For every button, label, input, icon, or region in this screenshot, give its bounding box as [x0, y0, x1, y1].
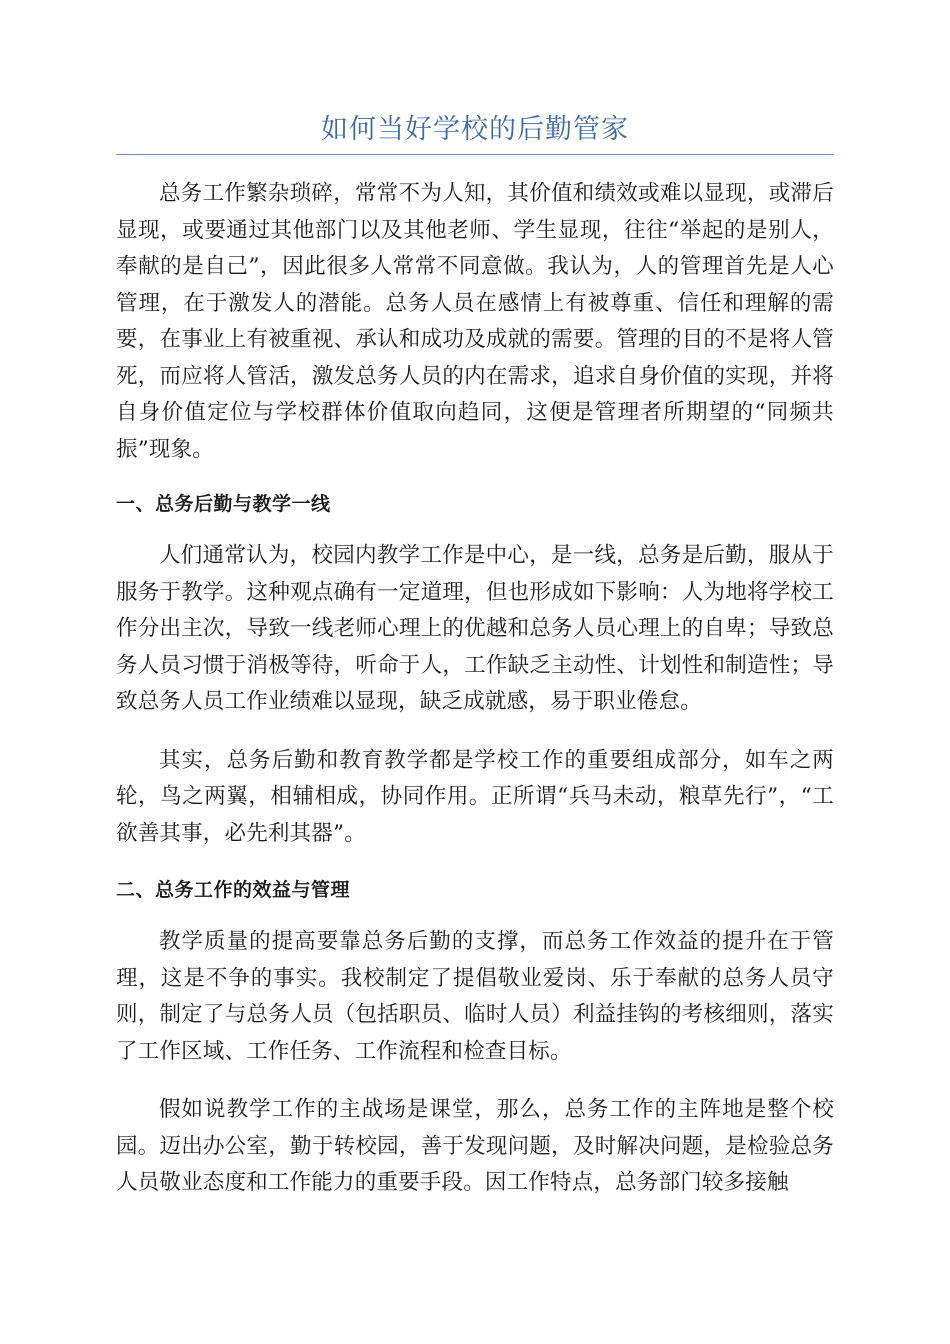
paragraph-section1-b: 其实，总务后勤和教育教学都是学校工作的重要组成部分，如车之两轮，鸟之两翼，相辅相成，协同作用。正所谓“兵马未动，粮草先行”，“工欲善其事，必先利其器”。: [116, 747, 834, 846]
section-heading-1: 一、总务后勤与教学一线: [116, 493, 331, 515]
section-heading-2: 二、总务工作的效益与管理: [116, 879, 351, 901]
document-body: [116, 176, 834, 1224]
title-underline: [116, 154, 834, 155]
paragraph-section1-a: 人们通常认为，校园内教学工作是中心，是一线，总务是后勤，服从于服务于教学。这种观点确有一定道理，但也形成如下影响：人为地将学校工作分出主次，导致一线老师心理上的优越和总务人员心理上的自卑；导致总务人员习惯于消极等待，听命于人，工作缺乏主动性、计划性和制造性；导致总务人员工作业绩难以显现，缺乏成就感，易于职业倦怠。: [116, 543, 834, 714]
paragraph-section2-b: 假如说教学工作的主战场是课堂，那么，总务工作的主阵地是整个校园。迈出办公室，勤于转校园，善于发现问题，及时解决问题，是检验总务人员敬业态度和工作能力的重要手段。因工作特点，总务部门较多接触: [116, 1097, 834, 1195]
document-title: 如何当好学校的后勤管家: [321, 114, 629, 145]
paragraph-section2-a: 教学质量的提高要靠总务后勤的支撑，而总务工作效益的提升在于管理，这是不争的事实。我校制定了提倡敬业爱岗、乐于奉献的总务人员守则，制定了与总务人员（包括职员、临时人员）利益挂钩的考核细则，落实了工作区域、工作任务、工作流程和检查目标。: [116, 929, 834, 1064]
paragraph-intro: 总务工作繁杂琐碎，常常不为人知，其价值和绩效或难以显现，或滞后显现，或要通过其他部门以及其他老师、学生显现，往往“举起的是别人，奉献的是自己”，因此很多人常常不同意做。我认为，人的管理首先是人心管理，在于激发人的潜能。总务人员在感情上有被尊重、信任和理解的需要，在事业上有被重视、承认和成功及成就的需要。管理的目的不是将人管死，而应将人管活，激发总务人员的内在需求，追求自身价值的实现，并将自身价值定位与学校群体价值取向趋同，这便是管理者所期望的“同频共振”现象。: [116, 181, 834, 462]
